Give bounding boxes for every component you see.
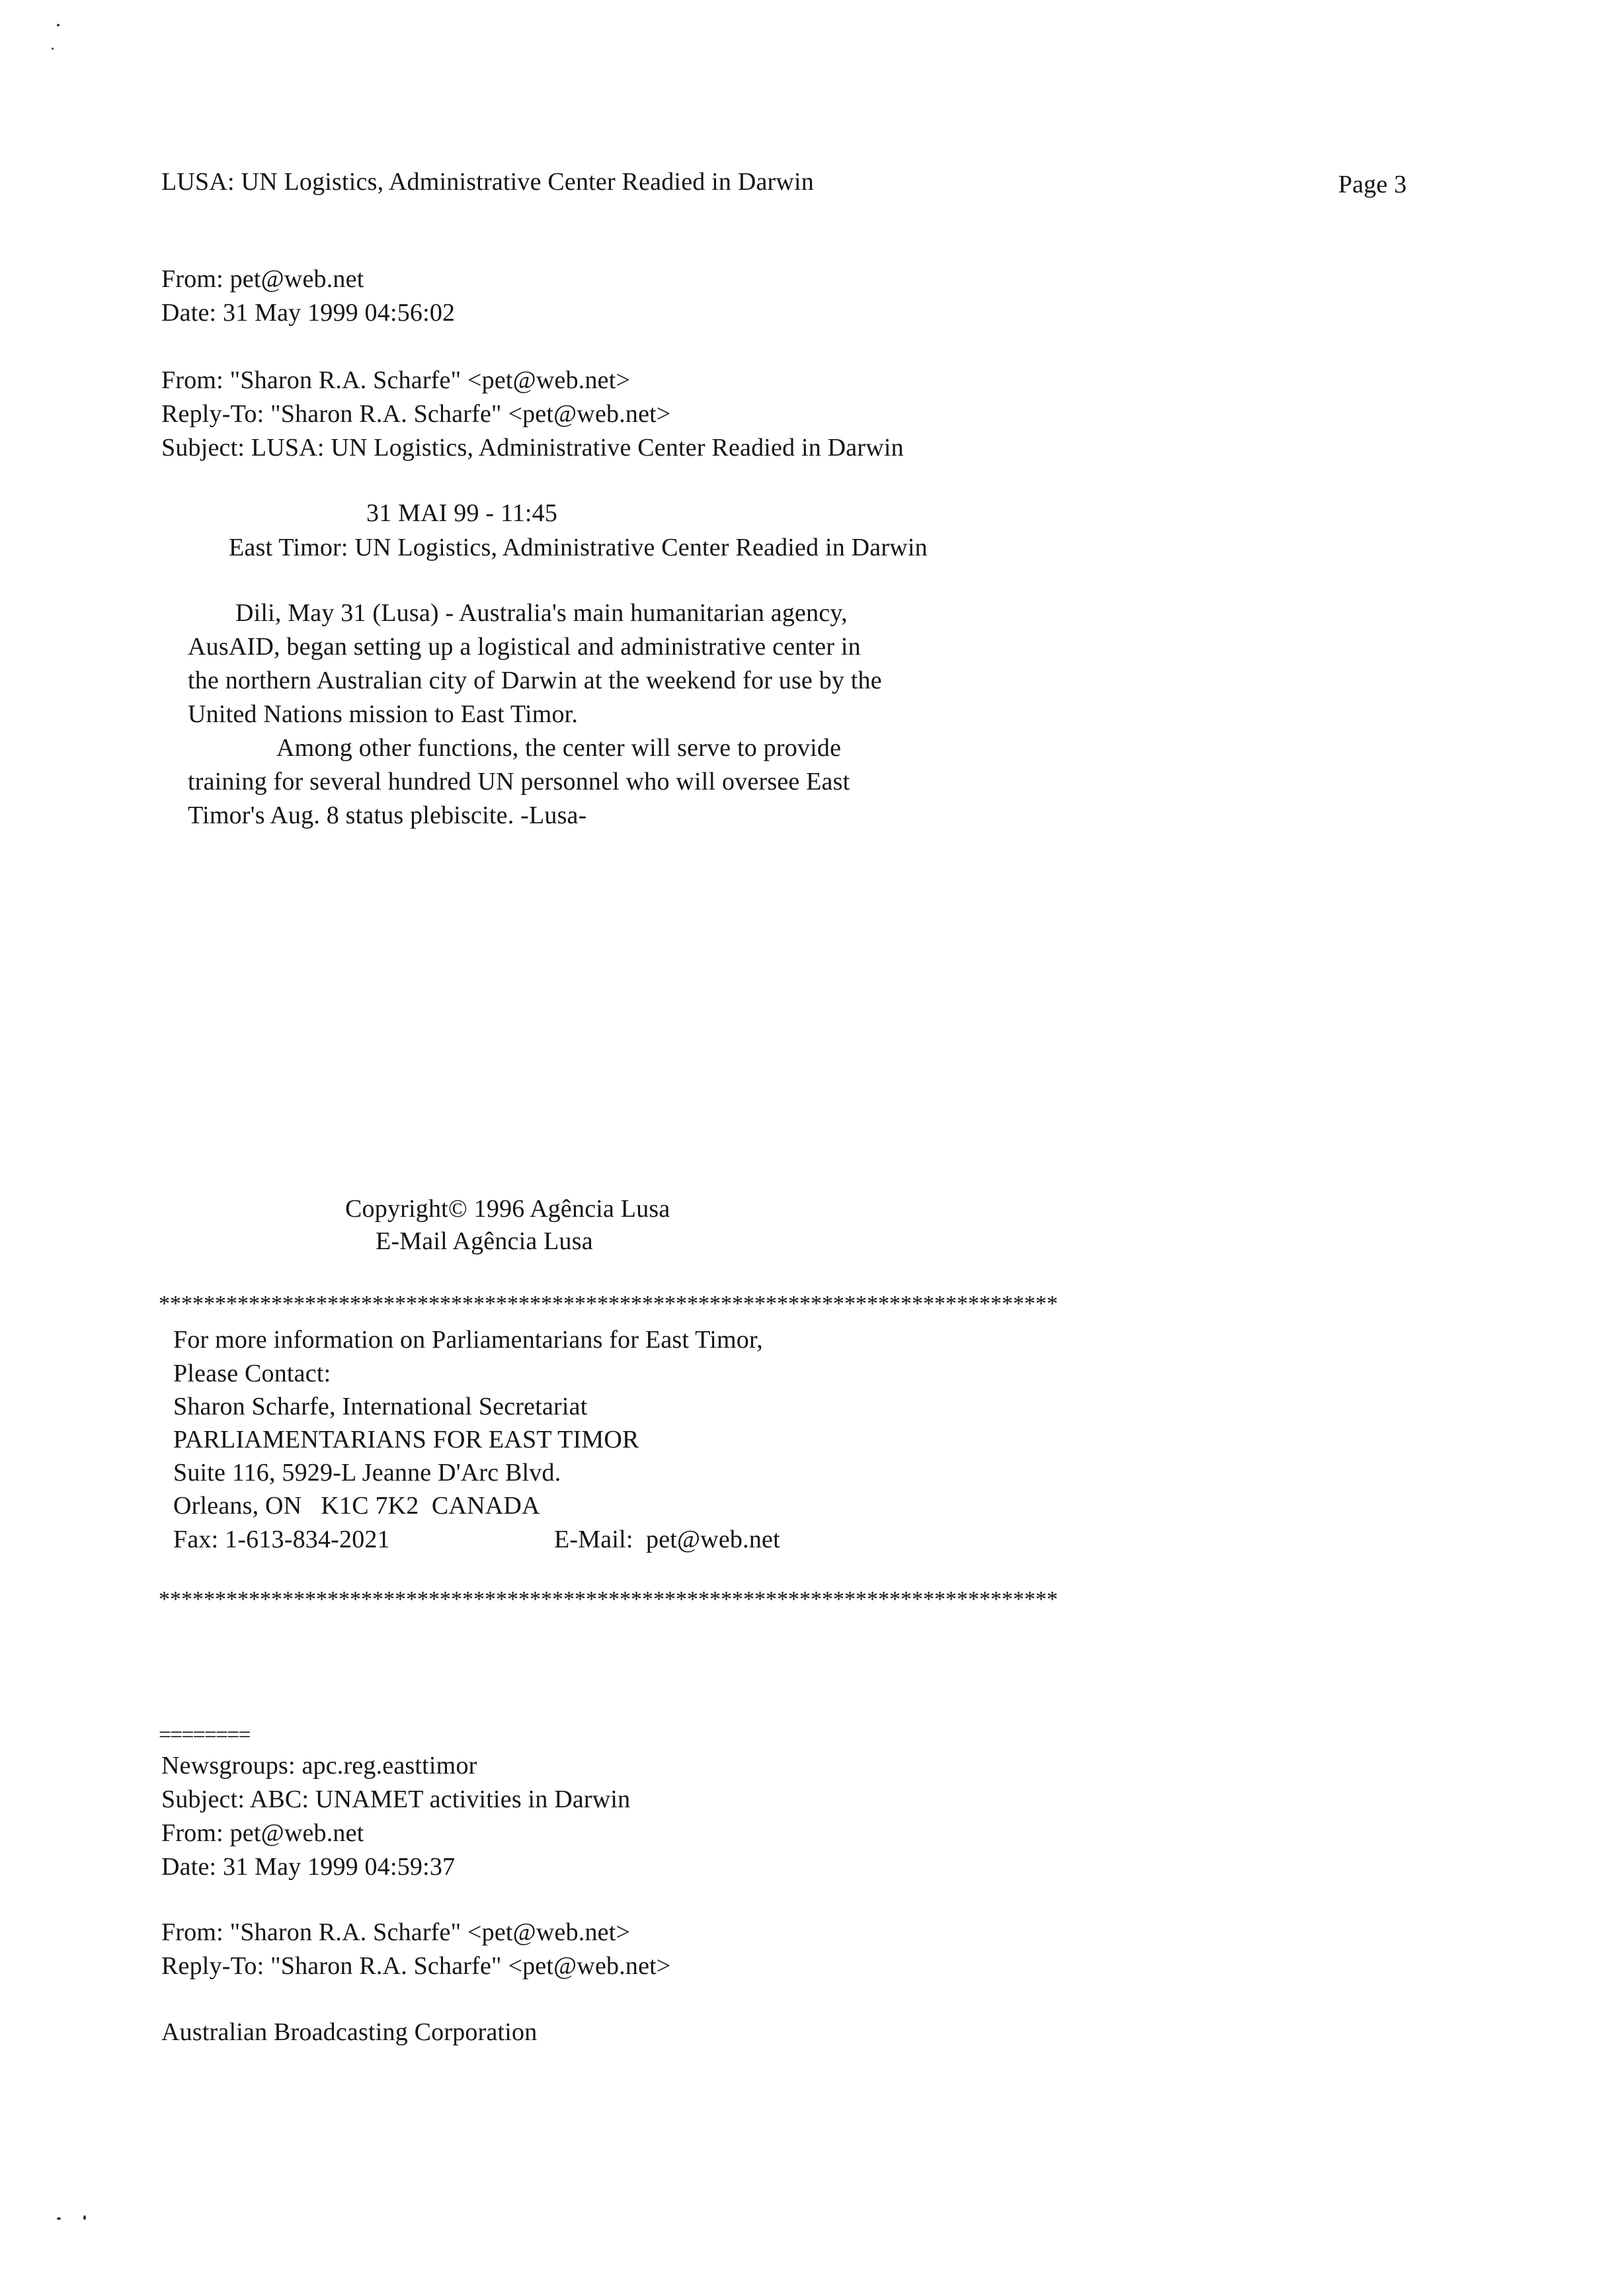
- msg2-newsgroups: Newsgroups: apc.reg.easttimor: [161, 1752, 477, 1780]
- asterisk-rule-top: ********************************************************************************: [159, 1293, 1058, 1315]
- msg2-subject: Subject: ABC: UNAMET activities in Darwin: [161, 1785, 631, 1813]
- article-dateline: 31 MAI 99 - 11:45: [366, 499, 558, 527]
- msg1-from-full: From: "Sharon R.A. Scharfe" <pet@web.net>: [161, 366, 631, 394]
- article-headline: East Timor: UN Logistics, Administrative Center Readied in Darwin: [229, 534, 928, 561]
- contact-line: Suite 116, 5929-L Jeanne D'Arc Blvd.: [173, 1459, 561, 1487]
- article-body-line: AusAID, began setting up a logistical and administrative center in: [188, 633, 861, 661]
- article-body-line: training for several hundred UN personnel who will oversee East: [188, 768, 850, 796]
- contact-line: Sharon Scharfe, International Secretariat: [173, 1393, 588, 1420]
- msg2-reply-to: Reply-To: "Sharon R.A. Scharfe" <pet@web.net>: [161, 1952, 671, 1980]
- page-number: Page 3: [1338, 171, 1407, 198]
- copyright-line: Copyright© 1996 Agência Lusa: [345, 1195, 670, 1223]
- contact-line: For more information on Parliamentarians for East Timor,: [173, 1326, 763, 1354]
- article-body-line: Dili, May 31 (Lusa) - Australia's main humanitarian agency,: [235, 599, 848, 627]
- scan-speck: [57, 24, 60, 26]
- running-header-title: LUSA: UN Logistics, Administrative Center Readied in Darwin: [161, 168, 814, 196]
- article-body-line: Among other functions, the center will serve to provide: [276, 734, 842, 762]
- msg2-date: Date: 31 May 1999 04:59:37: [161, 1853, 456, 1881]
- contact-fax: Fax: 1-613-834-2021: [173, 1526, 390, 1553]
- article-body-line: the northern Australian city of Darwin at the weekend for use by the: [188, 667, 882, 694]
- scan-speck: [52, 48, 54, 50]
- msg1-reply-to: Reply-To: "Sharon R.A. Scharfe" <pet@web.net>: [161, 400, 671, 428]
- article-body-line: Timor's Aug. 8 status plebiscite. -Lusa-: [188, 801, 587, 829]
- msg1-date: Date: 31 May 1999 04:56:02: [161, 299, 456, 327]
- msg2-from: From: pet@web.net: [161, 1819, 364, 1847]
- contact-email: E-Mail: pet@web.net: [554, 1526, 780, 1553]
- article-body-line: United Nations mission to East Timor.: [188, 700, 579, 728]
- asterisk-rule-bottom: ********************************************************************************: [159, 1588, 1058, 1611]
- msg1-subject: Subject: LUSA: UN Logistics, Administrative Center Readied in Darwin: [161, 434, 904, 462]
- contact-line: Orleans, ON K1C 7K2 CANADA: [173, 1492, 540, 1520]
- msg2-organization: Australian Broadcasting Corporation: [161, 2018, 538, 2046]
- contact-line: PARLIAMENTARIANS FOR EAST TIMOR: [173, 1426, 639, 1454]
- agency-email-line: E-Mail Agência Lusa: [376, 1227, 593, 1255]
- msg2-from-full: From: "Sharon R.A. Scharfe" <pet@web.net>: [161, 1918, 631, 1946]
- contact-line: Please Contact:: [173, 1360, 331, 1387]
- msg1-from: From: pet@web.net: [161, 265, 364, 293]
- scan-speck: [83, 2215, 86, 2220]
- equals-separator: ========: [159, 1723, 250, 1747]
- scan-speck: [57, 2217, 61, 2220]
